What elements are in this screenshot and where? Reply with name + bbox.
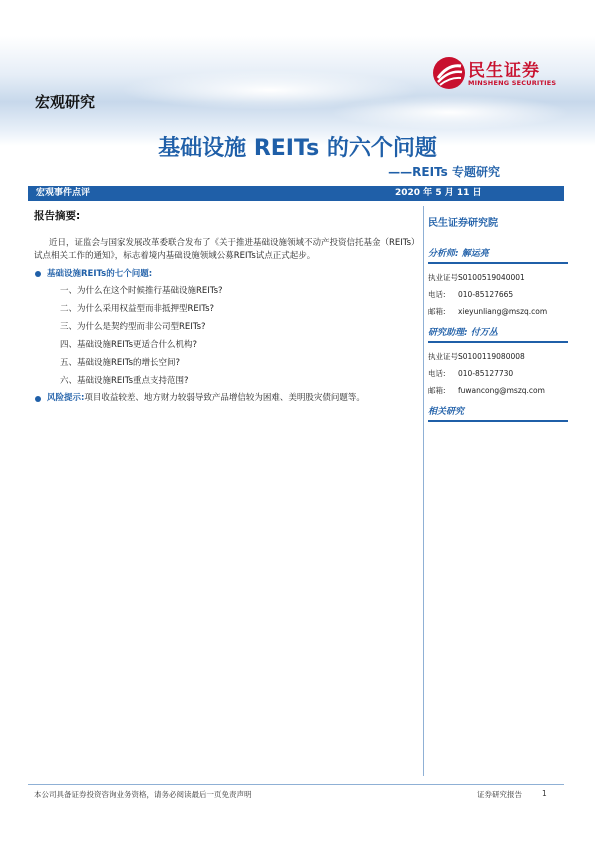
report-date: 2020 年 5 月 11 日 xyxy=(395,188,482,198)
section-bar xyxy=(28,186,564,201)
report-category: 宏观研究 xyxy=(35,93,96,111)
bullet-icon xyxy=(35,271,41,277)
field-label: 邮箱: xyxy=(428,307,446,316)
page-number: 1 xyxy=(542,789,547,798)
questions-heading-text: 基础设施REITs的七个问题: xyxy=(47,269,153,279)
assistant-license-row xyxy=(428,348,568,365)
brand-logo xyxy=(432,56,572,96)
field-label: 电话: xyxy=(428,369,446,378)
assistant-phone-row xyxy=(428,365,568,382)
assistant-heading: 研究助理: 付万丛 xyxy=(428,325,568,343)
summary-heading: 报告摘要: xyxy=(34,210,81,222)
assistant-email-row xyxy=(428,382,568,399)
report-subtitle: ——REITs 专题研究 xyxy=(388,165,500,179)
field-label: 执业证号: xyxy=(428,273,461,282)
email-address[interactable]: fuwancong@mszq.com xyxy=(458,386,545,395)
field-label: 执业证号: xyxy=(428,352,461,361)
footer-report-type: 证券研究报告 xyxy=(477,790,522,799)
research-institute-name: 民生证券研究院 xyxy=(428,218,498,229)
license-number: S0100519040001 xyxy=(458,273,525,282)
minsheng-logo-icon xyxy=(432,56,466,90)
analyst-email-row xyxy=(428,303,568,320)
question-item: 五、基础设施REITs的增长空间? xyxy=(60,358,181,368)
phone-number: 010-85127665 xyxy=(458,290,514,299)
related-research-heading: 相关研究 xyxy=(428,404,568,422)
questions-heading xyxy=(34,267,416,282)
analyst-phone-row xyxy=(428,286,568,303)
question-item: 二、为什么采用权益型而非抵押型REITs? xyxy=(60,304,215,314)
summary-intro: 近日，证监会与国家发展改革委联合发布了《关于推进基础设施领域不动产投资信托基金（REITs）试点相关工作的通知》，标志着境内基础设施领域公募REITs试点正式起步。 xyxy=(34,238,416,261)
phone-number: 010-85127730 xyxy=(458,369,514,378)
analyst-heading: 分析师: 解运亮 xyxy=(428,246,568,264)
field-label: 电话: xyxy=(428,290,446,299)
license-number: S0100119080008 xyxy=(458,352,525,361)
report-type-label: 宏观事件点评 xyxy=(36,188,91,198)
analyst-license-row xyxy=(428,269,568,286)
question-item: 一、为什么在这个时候推行基础设施REITs? xyxy=(60,286,223,296)
question-item: 四、基础设施REITs更适合什么机构? xyxy=(60,340,198,350)
column-divider xyxy=(423,206,424,776)
risk-text: 项目收益较差、地方财力较弱导致产品增信较为困难、美明股灾债问题等。 xyxy=(84,393,365,403)
risk-label: 风险提示: xyxy=(47,393,85,403)
bullet-icon xyxy=(35,396,41,402)
question-item: 六、基础设施REITs重点支持范围? xyxy=(60,376,189,386)
email-address[interactable]: xieyunliang@mszq.com xyxy=(458,307,548,316)
field-label: 邮箱: xyxy=(428,386,446,395)
sidebar xyxy=(428,214,568,427)
question-item: 三、为什么是契约型而非公司型REITs? xyxy=(60,322,206,332)
logo-chinese-name: 民生证券 xyxy=(468,61,540,81)
cloud-decoration xyxy=(330,95,570,130)
report-title: 基础设施 REITs 的六个问题 xyxy=(158,136,437,161)
risk-warning xyxy=(34,392,416,405)
footer-disclaimer: 本公司具备证券投资咨询业务资格，请务必阅读最后一页免责声明 xyxy=(34,790,252,799)
logo-english-name: MINSHENG SECURITIES xyxy=(468,79,557,87)
footer-divider xyxy=(28,784,564,785)
main-content xyxy=(34,208,416,405)
